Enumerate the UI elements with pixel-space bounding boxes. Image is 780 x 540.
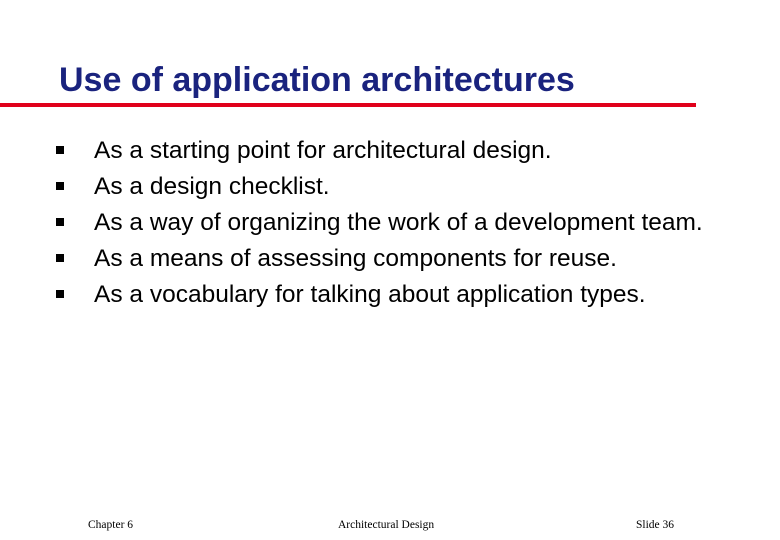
footer-slide-number: Slide 36 xyxy=(636,519,675,531)
footer-topic: Architectural Design xyxy=(338,519,435,531)
bullet-item xyxy=(56,280,736,309)
square-bullet-icon xyxy=(56,254,64,262)
bullet-item xyxy=(56,244,736,273)
slide-title: Use of application architectures xyxy=(59,61,575,99)
bullet-item xyxy=(56,208,736,237)
bullet-item xyxy=(56,172,736,201)
bullet-text: As a design checklist. xyxy=(94,173,330,200)
square-bullet-icon xyxy=(56,290,64,298)
bullet-text: As a means of assessing components for reuse. xyxy=(94,245,617,272)
bullet-text: As a starting point for architectural design. xyxy=(94,137,552,164)
bullet-text: As a vocabulary for talking about application types. xyxy=(94,281,646,308)
square-bullet-icon xyxy=(56,146,64,154)
bullet-list xyxy=(56,136,736,316)
footer-chapter: Chapter 6 xyxy=(88,519,134,531)
square-bullet-icon xyxy=(56,218,64,226)
title-underline xyxy=(0,103,696,107)
bullet-item xyxy=(56,136,736,165)
bullet-text: As a way of organizing the work of a development team. xyxy=(94,209,703,236)
square-bullet-icon xyxy=(56,182,64,190)
